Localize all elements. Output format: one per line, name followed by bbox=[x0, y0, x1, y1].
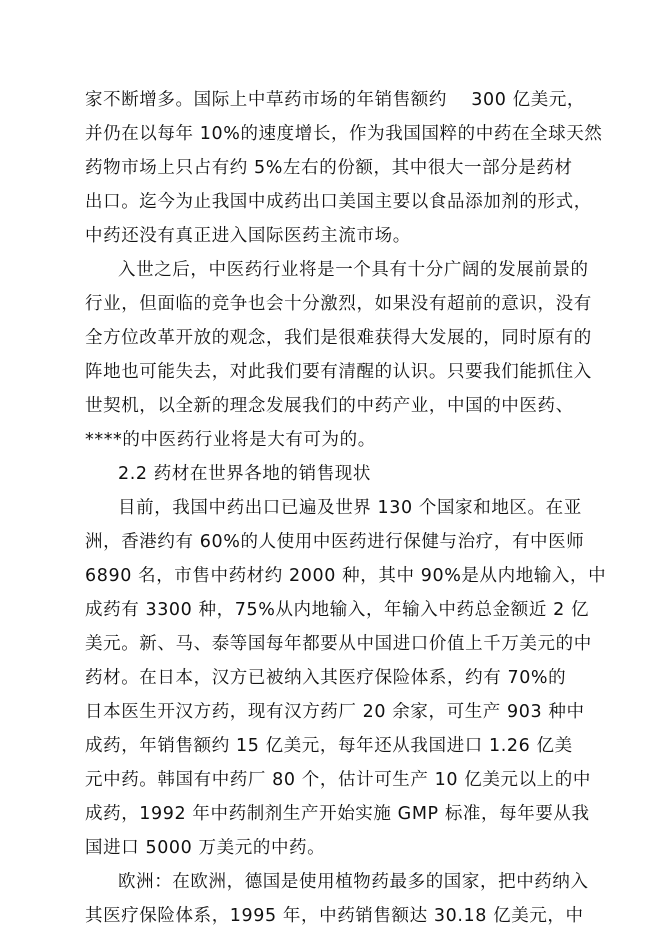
text-line: 元中药。韩国有中药厂 80 个，估计可生产 10 亿美元以上的中 bbox=[85, 770, 591, 790]
text-line: 中药还没有真正进入国际医药主流市场。 bbox=[85, 226, 411, 246]
text-line: 阵地也可能失去，对此我们要有清醒的认识。只要我们能抓住入 bbox=[85, 362, 592, 382]
text-line: 美元。新、马、泰等国每年都要从中国进口价值上千万美元的中 bbox=[85, 634, 592, 654]
text-line: 日本医生开汉方药，现有汉方药厂 20 余家，可生产 903 种中 bbox=[85, 702, 585, 722]
text-line: 行业，但面临的竞争也会十分激烈，如果没有超前的意识，没有 bbox=[85, 294, 592, 314]
text-line: 药材。在日本，汉方已被纳入其医疗保险体系，约有 70%的 bbox=[85, 668, 567, 688]
text-line: 药物市场上只占有约 5%左右的份额，其中很大一部分是药材 bbox=[85, 158, 573, 178]
text-line: 国进口 5000 万美元的中药。 bbox=[85, 838, 326, 858]
text-line: 并仍在以每年 10%的速度增长，作为我国国粹的中药在全球天然 bbox=[85, 124, 603, 144]
text-line: 成药有 3300 种，75%从内地输入，年输入中药总金额近 2 亿 bbox=[85, 600, 590, 620]
text-line: 其医疗保险体系，1995 年，中药销售额达 30.18 亿美元，中 bbox=[85, 906, 584, 926]
paragraph-first-line: 目前，我国中药出口已遍及世界 130 个国家和地区。在亚 bbox=[118, 498, 582, 518]
text-line: 成药，1992 年中药制剂生产开始实施 GMP 标准，每年要从我 bbox=[85, 804, 590, 824]
text-line: 出口。迄今为止我国中成药出口美国主要以食品添加剂的形式， bbox=[85, 192, 592, 212]
text-line: 成药，年销售额约 15 亿美元，每年还从我国进口 1.26 亿美 bbox=[85, 736, 573, 756]
text-line: ****的中医药行业将是大有可为的。 bbox=[85, 430, 376, 450]
paragraph-first-line: 欧洲：在欧洲，德国是使用植物药最多的国家，把中药纳入 bbox=[118, 872, 589, 892]
text-line: 世契机，以全新的理念发展我们的中药产业，中国的中医药、 bbox=[85, 396, 574, 416]
paragraph-first-line: 入世之后，中医药行业将是一个具有十分广阔的发展前景的 bbox=[118, 260, 589, 280]
text-line: 全方位改革开放的观念，我们是很难获得大发展的，同时原有的 bbox=[85, 328, 592, 348]
text-line: 洲，香港约有 60%的人使用中医药进行保健与治疗，有中医师 bbox=[85, 532, 585, 552]
text-line: 6890 名，市售中药材约 2000 种，其中 90%是从内地输入，中 bbox=[85, 566, 607, 586]
section-heading: 2.2 药材在世界各地的销售现状 bbox=[118, 464, 371, 484]
text-line: 家不断增多。国际上中草药市场的年销售额约 300 亿美元， bbox=[85, 90, 586, 110]
